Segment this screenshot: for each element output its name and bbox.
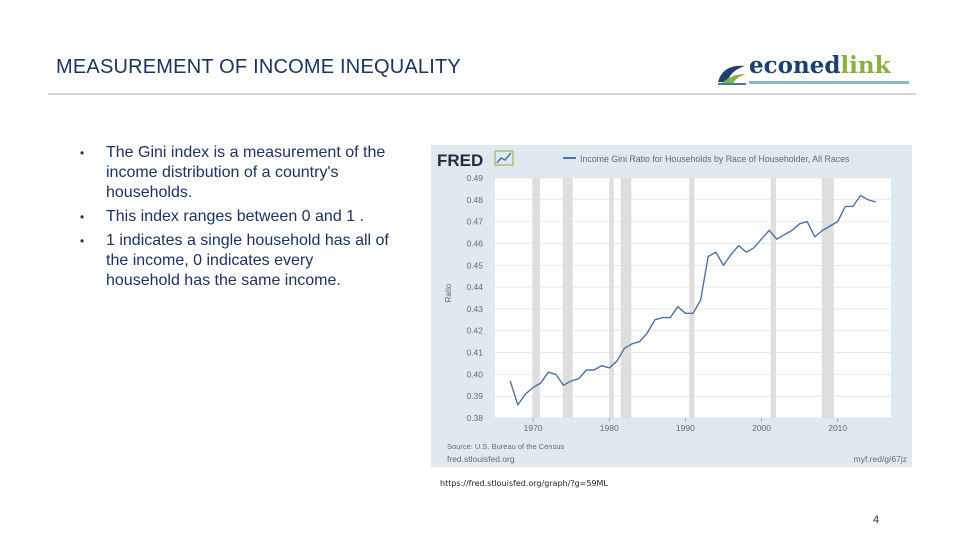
fred-short-link[interactable]: myf.red/g/67jz	[853, 454, 907, 464]
y-tick-label: 0.40	[466, 369, 483, 380]
y-tick-label: 0.38	[466, 413, 483, 423]
econedlink-logo	[717, 52, 913, 88]
x-tick-label: 1980	[599, 423, 619, 433]
bullet-item	[80, 143, 390, 203]
econedlink-swoosh-icon	[717, 60, 747, 86]
fred-site-link[interactable]: fred.stlouisfed.org	[447, 454, 515, 464]
recession-bar	[532, 178, 540, 418]
y-tick-label: 0.43	[466, 303, 483, 314]
bullet-list	[80, 143, 390, 295]
y-tick-label: 0.44	[466, 282, 483, 293]
legend-label: Income Gini Ratio for Households by Race of Householder, All Races	[580, 154, 850, 164]
logo-wordmark-main: econed	[749, 52, 841, 79]
bullet-text: 1 indicates a single household has all of the income, 0 indicates every household has the same income.	[106, 232, 389, 289]
logo-tagline-bar	[749, 81, 909, 84]
y-axis-label: Ratio	[444, 283, 453, 303]
slide-title: MEASUREMENT OF INCOME INEQUALITY	[56, 56, 461, 78]
recession-bar	[621, 178, 632, 418]
fred-chart	[431, 145, 912, 467]
bullet-dot: •	[80, 234, 85, 248]
y-tick-label: 0.39	[466, 391, 483, 402]
y-tick-label: 0.45	[466, 260, 483, 271]
y-tick-label: 0.46	[466, 238, 483, 249]
bullet-dot: •	[80, 146, 85, 160]
bullet-text: This index ranges between 0 and 1 .	[106, 208, 364, 225]
x-tick-labels	[524, 418, 848, 433]
source-line: Source: U.S. Bureau of the Census	[447, 442, 565, 451]
fred-line-chart-icon	[495, 151, 513, 165]
logo-wordmark-accent: link	[840, 52, 891, 79]
x-tick-label: 2010	[828, 423, 848, 433]
x-tick-label: 2000	[752, 423, 771, 433]
title-divider	[48, 93, 916, 95]
recession-bar	[822, 178, 834, 418]
bullet-item	[80, 207, 390, 227]
recession-bar	[563, 178, 573, 418]
y-tick-label: 0.49	[466, 173, 483, 183]
source-url[interactable]: https://fred.stlouisfed.org/graph/?g=59ML	[440, 479, 608, 488]
y-tick-labels	[466, 173, 483, 423]
y-tick-label: 0.48	[466, 194, 483, 205]
bullet-item	[80, 231, 390, 291]
recession-bar	[689, 178, 694, 418]
bullet-text: The Gini index is a measurement of the income distribution of a country's households.	[106, 144, 386, 201]
logo-wordmark	[749, 52, 891, 79]
bullet-dot: •	[80, 210, 85, 224]
recession-bar	[609, 178, 614, 418]
page-number: 4	[873, 514, 880, 526]
recession-bar	[771, 178, 776, 418]
fred-chart-panel	[431, 145, 912, 467]
x-tick-label: 1990	[675, 423, 695, 433]
y-tick-label: 0.47	[466, 216, 483, 227]
y-tick-label: 0.41	[466, 347, 483, 358]
fred-brand: FRED	[437, 151, 484, 170]
x-tick-label: 1970	[523, 423, 543, 433]
y-tick-label: 0.42	[466, 325, 483, 336]
